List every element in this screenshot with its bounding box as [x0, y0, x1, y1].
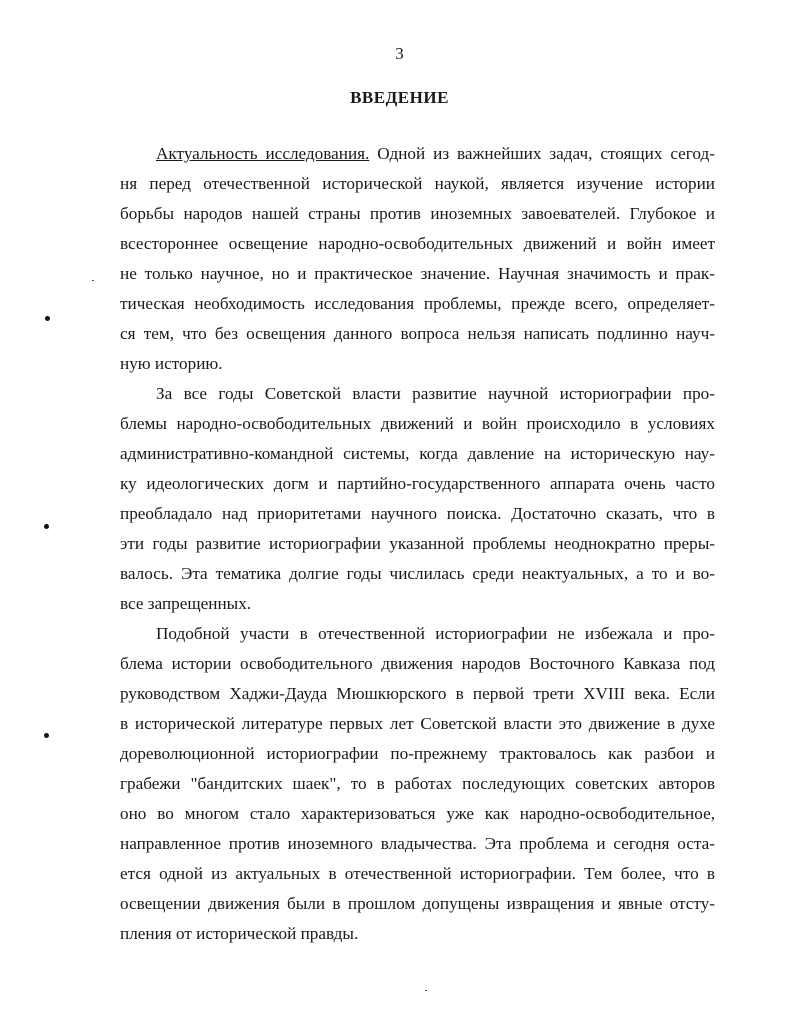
text-line: блема истории освободительного движения народов Восточного Кавказа под — [120, 654, 715, 673]
text-line: ную историю. — [120, 354, 223, 373]
scan-mark — [44, 733, 49, 738]
text-line: эти годы развитие историографии указанной проблемы неоднократно преры- — [120, 534, 715, 553]
text-line: освещении движения были в прошлом допущены извращения и явные отсту- — [120, 894, 715, 913]
text-line: руководством Хаджи-Дауда Мюшкюрского в первой трети XVIII века. Если — [120, 684, 715, 703]
paragraph-soviet-historiography — [120, 379, 715, 619]
paragraph-haji-daud — [120, 619, 715, 949]
text-line: не только научное, но и практическое значение. Научная значимость и прак- — [120, 264, 715, 283]
text-line: тическая необходимость исследования проблемы, прежде всего, определяет- — [120, 294, 715, 313]
text-line: валось. Эта тематика долгие годы числилась среди неактуальных, а то и во- — [120, 564, 715, 583]
text-line: административно-командной системы, когда давление на историческую нау- — [120, 444, 715, 463]
text-line: пления от исторической правды. — [120, 924, 359, 943]
text-line: ется одной из актуальных в отечественной историографии. Тем более, что в — [120, 864, 715, 883]
scan-speck — [425, 990, 427, 991]
text-line: борьбы народов нашей страны против иноземных завоевателей. Глубокое и — [120, 204, 715, 223]
text-line: ся тем, что без освещения данного вопроса нельзя написать подлинно науч- — [120, 324, 715, 343]
text-line: преобладало над приоритетами научного поиска. Достаточно сказать, что в — [120, 504, 715, 523]
text-line: все запрещенных. — [120, 594, 252, 613]
text-line: дореволюционной историографии по-прежнему трактовалось как разбои и — [120, 744, 715, 763]
text-line: в исторической литературе первых лет Советской власти это движение в духе — [120, 714, 715, 733]
scan-mark — [45, 316, 50, 321]
text-line: грабежи "бандитских шаек", то в работах последующих советских авторов — [120, 774, 715, 793]
text-line: ку идеологических догм и партийно-государственного аппарата очень часто — [120, 474, 715, 493]
text-line: блемы народно-освободительных движений и войн происходило в условиях — [120, 414, 715, 433]
text-line: За все годы Советской власти развитие научной историографии про- — [156, 384, 715, 403]
text-line: оно во многом стало характеризоваться уже как народно-освободительное, — [120, 804, 715, 823]
section-lead: Актуальность исследования. — [156, 144, 370, 163]
page-number: 3 — [395, 44, 404, 63]
text-line: ня перед отечественной исторической наукой, является изучение истории — [120, 174, 715, 193]
text-line: всестороннее освещение народно-освободительных движений и войн имеет — [120, 234, 715, 253]
scan-speck — [92, 280, 94, 281]
text-line: Подобной участи в отечественной историографии не избежала и про- — [156, 624, 715, 643]
text-line: направленное против иноземного владычества. Эта проблема и сегодня оста- — [120, 834, 715, 853]
document-body — [120, 139, 715, 949]
page-title: ВВЕДЕНИЕ — [350, 88, 449, 107]
scan-mark — [44, 524, 49, 529]
paragraph-relevance — [120, 139, 715, 379]
text-line-body: Одной из важнейших задач, стоящих сегод- — [377, 144, 715, 163]
text-line — [120, 139, 715, 169]
